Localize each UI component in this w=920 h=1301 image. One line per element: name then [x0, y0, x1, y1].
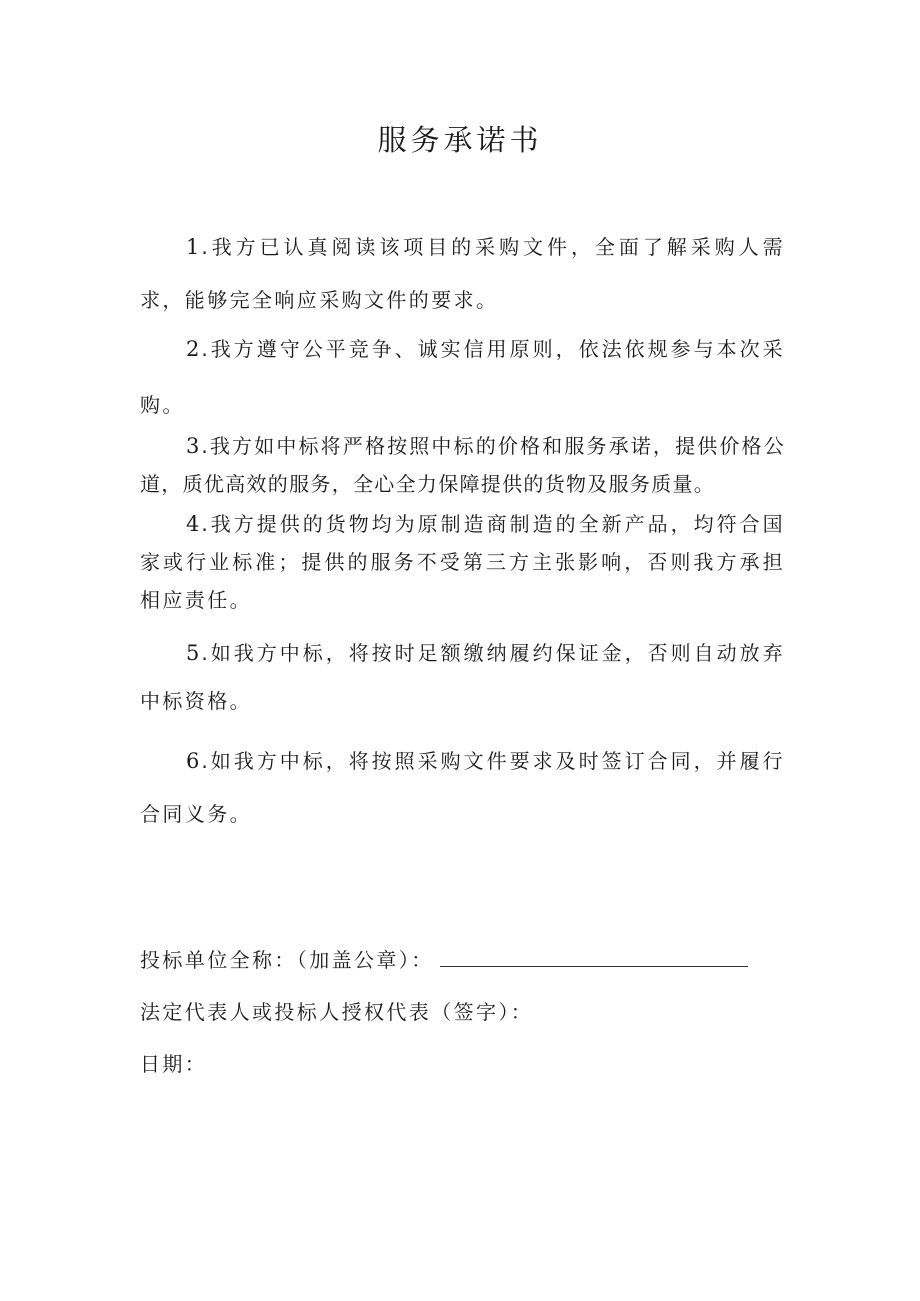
commitment-paragraph-5	[140, 629, 785, 725]
bidder-name-blank	[440, 952, 748, 967]
paragraph-text: .如我方中标，将按照采购文件要求及时签订合同，并履行合同义务。	[140, 749, 785, 826]
paragraph-number: 4	[186, 512, 202, 536]
commitment-paragraph-1	[140, 221, 785, 327]
paragraph-number: 2	[186, 337, 202, 361]
paragraph-text: .如我方中标，将按时足额缴纳履约保证金，否则自动放弃中标资格。	[140, 641, 785, 713]
commitment-paragraph-3	[140, 427, 785, 503]
representative-signature-label: 法定代表人或投标人授权代表（签字）：	[140, 1000, 534, 1024]
bidder-name-label: 投标单位全称：（加盖公章）：	[140, 948, 434, 972]
paragraph-text: .我方已认真阅读该项目的采购文件，全面了解采购人需求，能够完全响应采购文件的要求。	[140, 235, 785, 312]
paragraph-number: 6	[186, 749, 202, 773]
date-label: 日期：	[140, 1052, 208, 1076]
commitment-paragraph-4	[140, 505, 785, 619]
representative-signature-line	[140, 996, 800, 1025]
commitment-paragraph-2	[140, 321, 785, 433]
paragraph-number: 3	[186, 434, 202, 458]
commitment-paragraph-6	[140, 735, 785, 841]
paragraph-text: .我方提供的货物均为原制造商制造的全新产品，均符合国家或行业标准；提供的服务不受第三方主张影响，否则我方承担相应责任。	[140, 512, 785, 612]
paragraph-number: 5	[186, 641, 202, 665]
paragraph-text: .我方如中标将严格按照中标的价格和服务承诺，提供价格公道，质优高效的服务，全心全力保障提供的货物及服务质量。	[140, 434, 785, 496]
bidder-name-line	[140, 944, 800, 973]
date-line	[140, 1048, 800, 1077]
paragraph-number: 1	[186, 235, 202, 259]
page-title: 服务承诺书	[377, 123, 543, 157]
paragraph-text: .我方遵守公平竞争、诚实信用原则，依法依规参与本次采购。	[140, 337, 785, 417]
